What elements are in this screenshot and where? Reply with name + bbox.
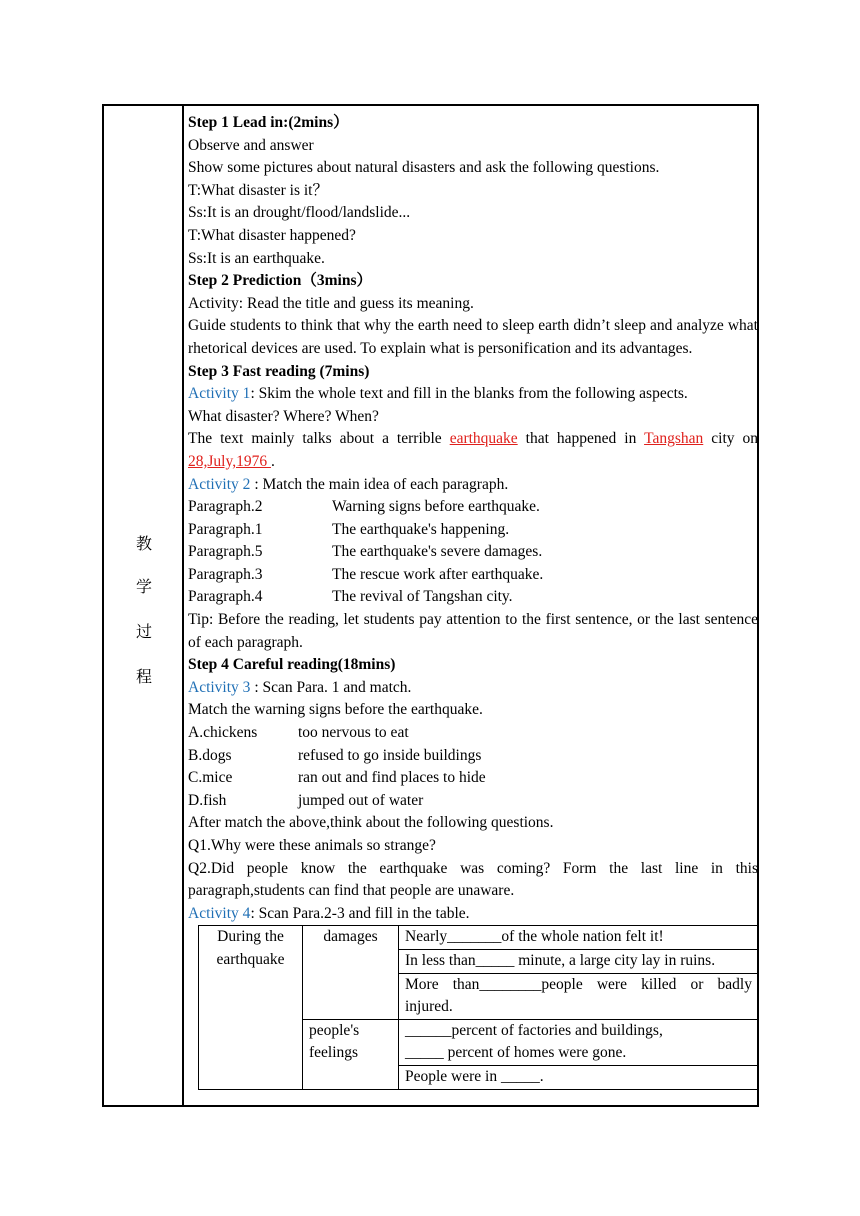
damage-blank: In less than_____ minute, a large city lay in ruins.: [399, 949, 759, 973]
activity3-label: Activity 3: [188, 678, 255, 696]
step2-guide: Guide students to think that why the earth need to sleep earth didn’t sleep and analyze what rhetorical devices are used. To explain what is personification and its advantages.: [188, 317, 758, 357]
question-2: Q2.Did people know the earthquake was coming? Form the last line in this paragraph,students can find that people are unaware.: [188, 859, 758, 900]
activity3: [188, 677, 758, 700]
summary-sentence: [188, 428, 758, 473]
animal-row: [188, 745, 758, 768]
summary-text: .: [270, 452, 275, 470]
step3-title: Step 3 Fast reading (7mins): [188, 362, 370, 380]
activity1-text: : Skim the whole text and fill in the blanks from the following aspects.: [250, 385, 688, 403]
animal: C.mice: [188, 769, 233, 787]
feeling-blank: [399, 1019, 759, 1065]
feeling-blank: People were in _____.: [399, 1065, 759, 1089]
match-row: [188, 541, 758, 564]
activity4-label: Activity 4: [188, 904, 251, 922]
match-idea: Warning signs before earthquake.: [332, 498, 540, 516]
damages-cell: damages: [303, 926, 399, 1019]
step1-title: Step 1 Lead in:(2mins）: [188, 114, 349, 131]
feeling-line: _____ percent of homes were gone.: [405, 1044, 627, 1062]
during-earthquake-cell: During the earthquake: [199, 926, 303, 1089]
step1-line: Show some pictures about natural disasters and ask the following questions.: [188, 159, 660, 177]
step1-line: Ss:It is an drought/flood/landslide...: [188, 204, 411, 222]
lesson-table: [102, 104, 759, 1107]
step4-title: Step 4 Careful reading(18mins): [188, 656, 396, 674]
summary-text: city on: [703, 430, 758, 448]
activity2-label: Activity 2: [188, 475, 255, 493]
animal: B.dogs: [188, 746, 232, 764]
animal-row: [188, 790, 758, 813]
side-char: 过: [135, 622, 152, 641]
after-match: After match the above,think about the following questions.: [188, 814, 554, 832]
animal: A.chickens: [188, 724, 258, 742]
damage-blank: More than________people were killed or badly injured.: [399, 973, 759, 1019]
activity2-text: : Match the main idea of each paragraph.: [254, 475, 509, 493]
match-row: [188, 586, 758, 609]
summary-text: that happened in: [517, 430, 645, 448]
activity2: [188, 474, 758, 497]
step2-activity: Activity: Read the title and guess its meaning.: [188, 294, 474, 312]
match-idea: The earthquake's severe damages.: [332, 543, 543, 561]
activity4: [188, 903, 758, 926]
animal-sign: ran out and find places to hide: [298, 769, 486, 787]
animal-row: [188, 722, 758, 745]
animal-sign: refused to go inside buildings: [298, 746, 482, 764]
match-para: Paragraph.2: [188, 498, 263, 516]
table-row: [199, 926, 759, 950]
match-para: Paragraph.3: [188, 565, 263, 583]
step1-line: Observe and answer: [188, 136, 314, 154]
match-row: [188, 564, 758, 587]
match-para: Paragraph.5: [188, 543, 263, 561]
animal-sign: too nervous to eat: [298, 724, 409, 742]
activity4-text: : Scan Para.2-3 and fill in the table.: [250, 904, 470, 922]
side-char: 学: [135, 577, 152, 596]
teaching-process: [188, 112, 758, 1090]
answer-earthquake: earthquake: [449, 430, 518, 448]
side-char: 教: [135, 534, 152, 553]
match-idea: The rescue work after earthquake.: [332, 565, 544, 583]
feeling-line: ______percent of factories and buildings,: [405, 1021, 663, 1039]
match-row: [188, 496, 758, 519]
step1-line: T:What disaster happened?: [188, 226, 356, 244]
match-row: [188, 519, 758, 542]
side-char: 程: [135, 667, 152, 686]
feelings-cell: people's feelings: [303, 1019, 399, 1089]
tip: Tip: Before the reading, let students pay attention to the first sentence, or the last sentence of each paragraph.: [188, 611, 758, 651]
animal: D.fish: [188, 791, 227, 809]
answer-tangshan: Tangshan: [644, 430, 704, 448]
activity1-questions: What disaster? Where? When?: [188, 407, 379, 425]
activity1-label: Activity 1: [188, 385, 251, 403]
step2-title: Step 2 Prediction（3mins）: [188, 272, 372, 290]
match-idea: The revival of Tangshan city.: [332, 588, 513, 606]
question-1: Q1.Why were these animals so strange?: [188, 837, 436, 854]
match-para: Paragraph.1: [188, 520, 263, 538]
damage-blank: Nearly_______of the whole nation felt it!: [399, 926, 759, 950]
step1-line: T:What disaster is it？: [188, 181, 328, 199]
summary-text: The text mainly talks about a terrible: [188, 430, 450, 448]
fill-in-table: [198, 925, 759, 1089]
activity1: [188, 383, 758, 406]
activity3-text: : Scan Para. 1 and match.: [254, 678, 412, 696]
animal-sign: jumped out of water: [298, 791, 424, 809]
answer-date: 28,July,1976: [188, 452, 271, 470]
match-para: Paragraph.4: [188, 588, 263, 606]
animal-row: [188, 767, 758, 790]
match-intro: Match the warning signs before the earthquake.: [188, 701, 483, 719]
match-idea: The earthquake's happening.: [332, 520, 510, 538]
side-label-column: [104, 106, 184, 1105]
step1-line: Ss:It is an earthquake.: [188, 249, 325, 267]
